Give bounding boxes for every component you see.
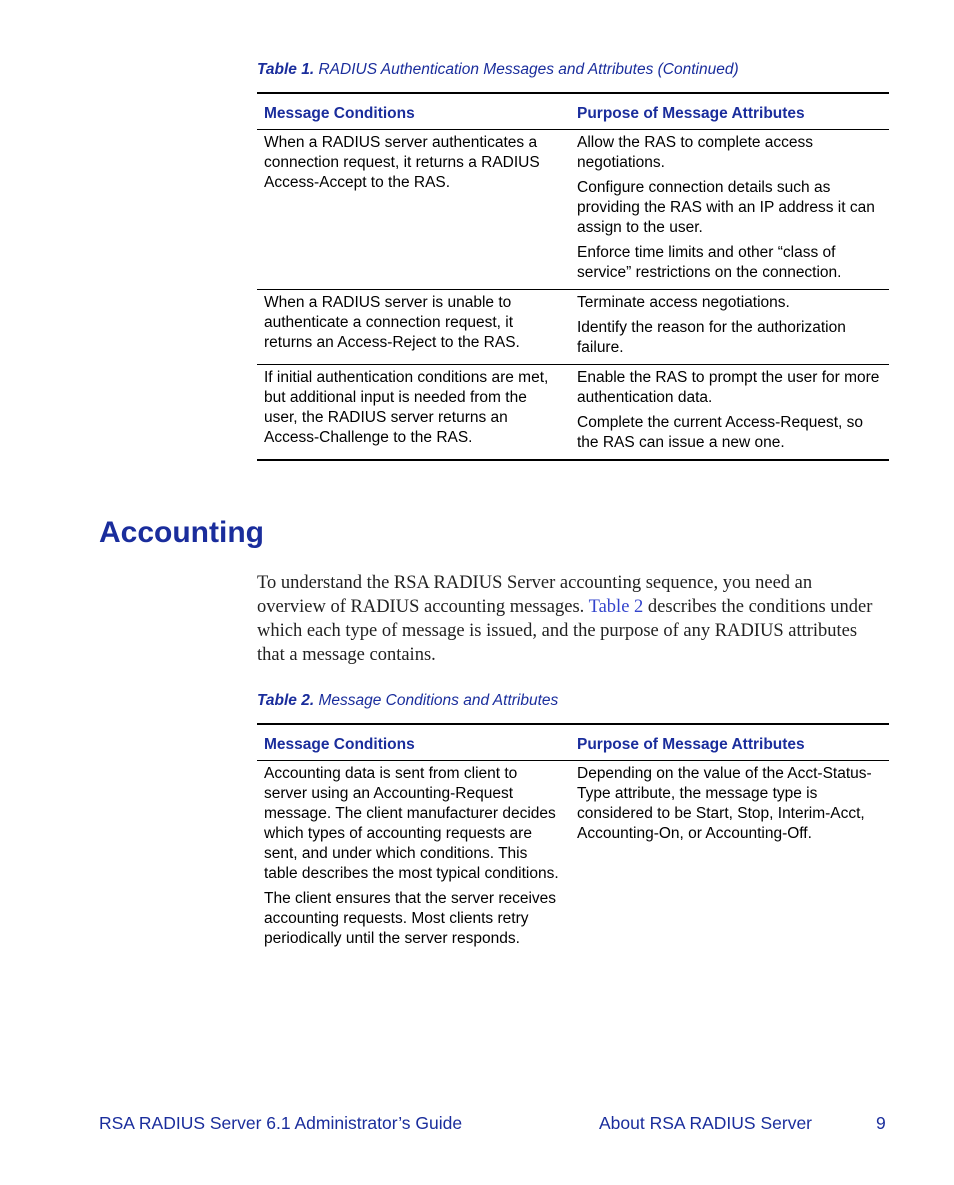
purpose-text: Terminate access negotiations.: [577, 294, 790, 311]
table2-header-purpose: Purpose of Message Attributes: [570, 724, 889, 761]
section-heading: Accounting: [99, 516, 264, 549]
table-cell-purpose: [570, 365, 889, 461]
table2: [257, 723, 889, 955]
paragraph-text-after: describes the conditions under which each type of message is issued, and the purpose of any RADIUS attributes that a message contains.: [257, 597, 873, 665]
condition-text: The client ensures that the server receives accounting requests. Most clients retry periodically until the server responds.: [264, 890, 557, 947]
purpose-text: Depending on the value of the Acct-Status-Type attribute, the message type is considered to be Start, Stop, Interim-Acct, Accounting-On, or Accounting-Off.: [577, 765, 872, 842]
table-row: [257, 290, 889, 365]
section-paragraph: [257, 571, 877, 667]
table-cell-condition: [257, 365, 570, 461]
condition-text: When a RADIUS server authenticates a connection request, it returns a RADIUS Access-Accept to the RAS.: [264, 134, 540, 191]
table2-caption: [257, 692, 558, 710]
footer-page-number: 9: [876, 1113, 886, 1133]
condition-text: Accounting data is sent from client to server using an Accounting-Request message. The client manufacturer decides which types of accounting requests are sent, and under which conditions. This table describes the most typical conditions.: [264, 765, 559, 882]
purpose-text: Configure connection details such as providing the RAS with an IP address it can assign to the user.: [577, 179, 875, 236]
purpose-text: Complete the current Access-Request, so the RAS can issue a new one.: [577, 414, 864, 451]
table-row: [257, 761, 889, 956]
table1-caption-text: RADIUS Authentication Messages and Attributes (Continued): [314, 61, 739, 78]
table-cell-condition: [257, 761, 570, 956]
table1-caption-label: Table 1.: [257, 61, 315, 78]
table-row: [257, 130, 889, 290]
table-cell-purpose: [570, 290, 889, 365]
table-cell-condition: [257, 130, 570, 290]
paragraph-text-before: To understand the RSA RADIUS Server accounting sequence, you need an overview of RADIUS accounting messages.: [257, 573, 813, 617]
table1-header-purpose: Purpose of Message Attributes: [570, 93, 889, 130]
table1-header-conditions: Message Conditions: [257, 93, 570, 130]
table2-link[interactable]: Table 2: [588, 597, 644, 617]
table2-caption-label: Table 2.: [257, 692, 315, 709]
purpose-text: Identify the reason for the authorization failure.: [577, 319, 846, 356]
purpose-text: Enable the RAS to prompt the user for more authentication data.: [577, 369, 880, 406]
table-cell-purpose: [570, 761, 889, 956]
purpose-text: Allow the RAS to complete access negotiations.: [577, 134, 814, 171]
condition-text: When a RADIUS server is unable to authenticate a connection request, it returns an Access-Reject to the RAS.: [264, 294, 520, 351]
footer-chapter-title: About RSA RADIUS Server: [599, 1113, 812, 1133]
table-row: [257, 365, 889, 461]
table2-header-conditions: Message Conditions: [257, 724, 570, 761]
table-cell-purpose: [570, 130, 889, 290]
table1-caption: [257, 61, 739, 79]
condition-text: If initial authentication conditions are met, but additional input is needed from the user, the RADIUS server returns an Access-Challenge to the RAS.: [264, 369, 549, 446]
table1: [257, 92, 889, 461]
purpose-text: Enforce time limits and other “class of service” restrictions on the connection.: [577, 244, 842, 281]
table2-caption-text: Message Conditions and Attributes: [314, 692, 559, 709]
table-cell-condition: [257, 290, 570, 365]
footer-guide-title: RSA RADIUS Server 6.1 Administrator’s Guide: [99, 1113, 463, 1133]
